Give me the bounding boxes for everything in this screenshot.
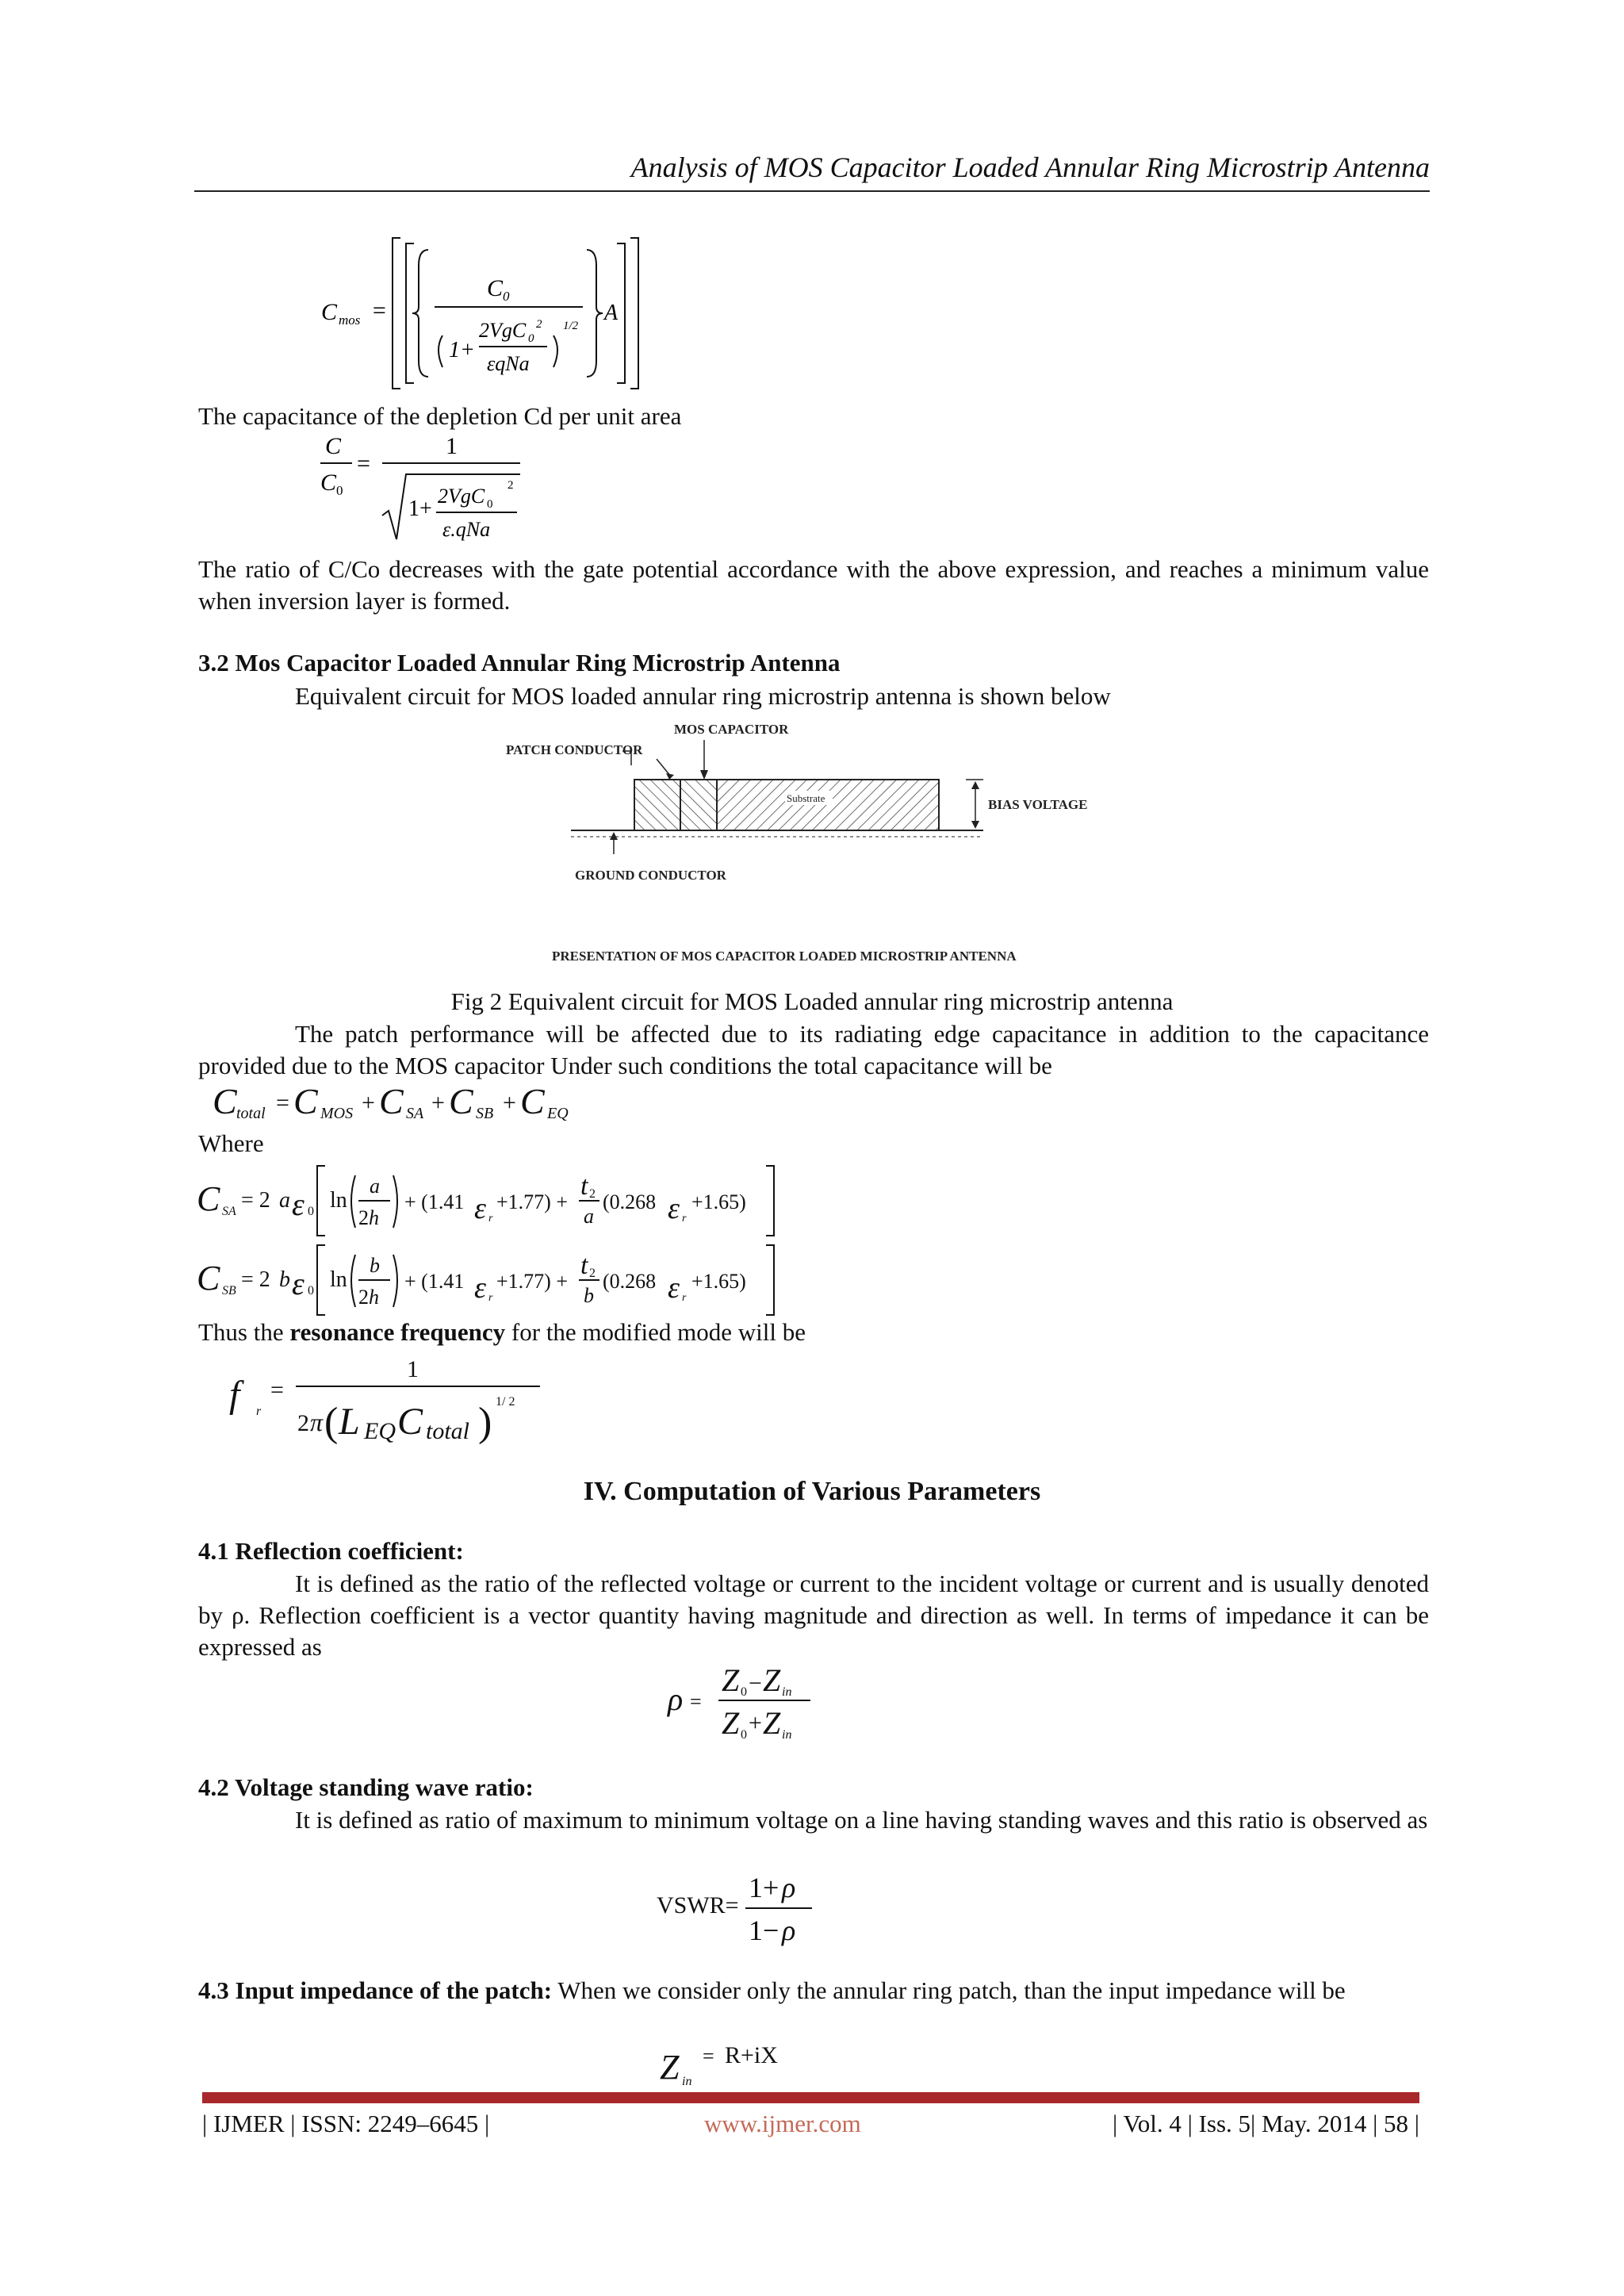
mos-antenna-diagram [476,718,1110,979]
section-3-2-intro: Equivalent circuit for MOS loaded annular ring microstrip antenna is shown below [295,682,1111,710]
svg-text:+1.77) +: +1.77) + [496,1270,568,1293]
footer-left: | IJMER | ISSN: 2249–6645 | [202,2110,490,2137]
svg-text:π: π [310,1408,324,1436]
svg-text:SA: SA [406,1105,424,1122]
svg-text:0: 0 [308,1205,314,1218]
equation-rho [666,1658,872,1745]
footer-website-link[interactable]: www.ijmer.com [704,2110,861,2137]
svg-text:C: C [197,1179,220,1218]
svg-text:total: total [236,1105,266,1122]
svg-text:Z: Z [722,1705,740,1741]
footer-right: | Vol. 4 | Iss. 5| May. 2014 | 58 | [1113,2110,1419,2137]
svg-text:2VgC: 2VgC [479,319,527,342]
section-4-3-body: When we consider only the annular ring patch, than the input impedance will be [552,1976,1346,2004]
svg-text:2: 2 [589,1267,596,1280]
svg-text:=: = [276,1090,289,1116]
svg-text:0: 0 [741,1685,747,1699]
svg-text:= 2: = 2 [241,1267,270,1292]
svg-text:r: r [488,1292,493,1304]
equation-vswr [655,1864,861,1951]
svg-text:1/ 2: 1/ 2 [496,1395,515,1409]
equation-ctotal [213,1079,768,1126]
svg-text:): ) [478,1400,492,1445]
svg-text:1+: 1+ [749,1872,779,1903]
paragraph-depletion: The capacitance of the depletion Cd per unit area [198,402,682,430]
svg-text:1+: 1+ [449,338,475,362]
section-iv-heading: IV. Computation of Various Parameters [583,1477,1041,1506]
svg-text:SB: SB [476,1105,494,1122]
svg-text:r: r [488,1213,493,1225]
section-4-1-body: It is defined as the ratio of the reflected voltage or current to the incident voltage or current and is usually denoted by ρ. Reflection coefficient is a vector quantity having magnitude and direction as well. In terms of impedance it can be expressed as [198,1570,1429,1661]
svg-text:ε: ε [668,1271,680,1305]
svg-text:0: 0 [336,483,343,498]
svg-text:+1.65): +1.65) [691,1190,746,1213]
section-3-2-heading: 3.2 Mos Capacitor Loaded Annular Ring Microstrip Antenna [198,649,841,677]
svg-text:b: b [370,1254,380,1277]
svg-text:0: 0 [503,289,510,304]
svg-text:EQ: EQ [364,1418,396,1444]
paragraph-ratio: The ratio of C/Co decreases with the gate potential accordance with the above expression, and reaches a minimum value when inversion layer is formed. [198,555,1429,615]
equation-fr-svg [226,1348,559,1451]
svg-text:+: + [749,1710,762,1736]
svg-text:C: C [320,470,337,496]
svg-text:r: r [682,1292,687,1304]
svg-text:+: + [503,1090,516,1116]
svg-text:C: C [487,275,504,301]
svg-text:Z: Z [763,1705,781,1741]
running-head: Analysis of MOS Capacitor Loaded Annular Ring Microstrip Antenna [630,151,1430,183]
svg-text:t: t [580,1171,588,1201]
svg-text:r: r [256,1405,262,1418]
svg-text:C: C [449,1081,473,1121]
svg-text:b: b [279,1267,290,1292]
footer-rule [202,2092,1419,2103]
svg-text:=: = [270,1377,284,1403]
equation-zin [658,2034,848,2090]
section-4-3 [198,1975,1429,2007]
section-4-2-heading: 4.2 Voltage standing wave ratio: [198,1773,534,1801]
svg-text:=: = [371,297,388,324]
equation-csb [197,1239,799,1318]
svg-text:=: = [703,2045,714,2068]
svg-text:=: = [690,1690,702,1713]
svg-text:total: total [426,1418,470,1444]
svg-text:a: a [370,1175,380,1198]
equation-csa-svg [197,1159,799,1239]
equation-ratio [317,428,555,547]
svg-text:in: in [782,1728,792,1742]
svg-text:2h: 2h [358,1286,379,1309]
svg-text:C: C [325,433,342,459]
svg-text:C: C [213,1081,237,1121]
equation-csb-svg [197,1239,799,1318]
svg-text:a: a [584,1205,594,1228]
svg-text:+1.77) +: +1.77) + [496,1190,568,1213]
equation-rho-svg [666,1658,872,1745]
svg-text:SB: SB [222,1284,236,1297]
svg-text:C: C [520,1081,545,1121]
svg-text:εqNa: εqNa [487,352,530,375]
paragraph-resonance [198,1317,1429,1348]
equation-vswr-svg [655,1864,861,1951]
svg-text:ln: ln [330,1267,347,1292]
svg-text:C: C [397,1401,423,1443]
svg-text:ε: ε [292,1186,304,1222]
svg-text:EQ: EQ [547,1105,569,1122]
svg-text:C: C [321,299,338,325]
svg-text:2: 2 [536,318,542,331]
svg-text:1: 1 [446,433,458,459]
svg-text:L: L [339,1401,360,1443]
svg-text:Z: Z [722,1662,740,1698]
svg-text:t: t [580,1251,588,1280]
svg-text:in: in [682,2075,692,2088]
svg-text:A: A [604,301,619,325]
svg-text:mos: mos [339,312,361,328]
svg-text:+ (1.41: + (1.41 [404,1190,465,1213]
svg-text:in: in [782,1685,792,1699]
svg-text:0: 0 [741,1728,747,1742]
svg-text:+: + [431,1090,445,1116]
svg-text:(0.268: (0.268 [603,1270,657,1293]
paragraph-patch: The patch performance will be affected due to its radiating edge capacitance in addition to the capacitance provided due to the MOS capacitor Under such conditions the total capacitance will be [198,1020,1429,1079]
equation-fr [226,1348,559,1451]
svg-text:+ (1.41: + (1.41 [404,1270,465,1293]
header-rule [194,190,1430,192]
svg-text:2VgC: 2VgC [438,485,485,508]
svg-text:a: a [279,1188,290,1213]
svg-text:+: + [362,1090,375,1116]
equation-ratio-svg [317,428,555,547]
resonance-before: Thus the [198,1318,290,1346]
svg-text:1−: 1− [749,1915,779,1946]
svg-text:R+iX: R+iX [725,2042,778,2068]
svg-text:b: b [584,1284,594,1307]
svg-text:ρ: ρ [668,1681,684,1717]
equation-zin-svg [658,2034,848,2090]
svg-text:ln: ln [330,1188,347,1213]
equation-csa [197,1159,799,1239]
equation-ctotal-svg [213,1079,768,1126]
svg-text:f: f [229,1374,240,1416]
svg-text:1/2: 1/2 [563,320,579,332]
svg-text:Z: Z [763,1662,781,1698]
svg-text:1: 1 [407,1356,419,1382]
svg-text:= 2: = 2 [241,1188,270,1213]
section-4-3-heading: 4.3 Input impedance of the patch: [198,1976,553,2004]
figure-caption: Fig 2 Equivalent circuit for MOS Loaded annular ring microstrip antenna [450,987,1174,1015]
label-substrate: Substrate [787,792,825,804]
svg-text:C: C [379,1081,404,1121]
svg-text:(: ( [324,1400,339,1445]
svg-text:2: 2 [297,1410,309,1436]
svg-text:C: C [197,1259,220,1297]
svg-text:2: 2 [508,479,514,492]
label-presentation: PRESENTATION OF MOS CAPACITOR LOADED MICROSTRIP ANTENNA [552,949,1017,964]
label-mos-capacitor: MOS CAPACITOR [674,722,789,737]
equation-cmos [317,234,650,393]
label-bias-voltage: BIAS VOLTAGE [988,797,1088,812]
label-ground-conductor: GROUND CONDUCTOR [575,868,726,883]
svg-text:−: − [749,1670,762,1696]
svg-text:ρ: ρ [782,1915,796,1946]
svg-text:ε: ε [668,1192,680,1225]
where-label: Where [198,1129,264,1157]
section-4-1-heading: 4.1 Reflection coefficient: [198,1537,464,1565]
resonance-after: for the modified mode will be [505,1318,806,1346]
svg-text:ε: ε [474,1192,486,1225]
svg-text:0: 0 [308,1284,314,1297]
svg-text:r: r [682,1213,687,1225]
svg-text:ε: ε [474,1271,486,1305]
section-4-2-body: It is defined as ratio of maximum to minimum voltage on a line having standing waves and this ratio is observed as [295,1806,1428,1834]
label-patch-conductor: PATCH CONDUCTOR [506,742,643,757]
svg-text:(0.268: (0.268 [603,1190,657,1213]
svg-text:Z: Z [660,2048,680,2087]
svg-text:=: = [357,450,370,477]
svg-text:SA: SA [222,1205,236,1218]
svg-text:VSWR=: VSWR= [657,1892,739,1918]
svg-text:2: 2 [589,1187,596,1201]
svg-text:0: 0 [487,498,493,511]
svg-text:ρ: ρ [782,1872,796,1903]
svg-text:ε.qNa: ε.qNa [442,518,491,541]
svg-text:ε: ε [292,1266,304,1301]
svg-text:0: 0 [528,332,534,345]
equation-cmos-svg [317,234,650,393]
svg-text:2h: 2h [358,1206,379,1229]
svg-text:MOS: MOS [320,1105,354,1122]
svg-text:+1.65): +1.65) [691,1270,746,1293]
resonance-bold: resonance frequency [289,1318,506,1346]
svg-text:C: C [293,1081,318,1121]
svg-text:1+: 1+ [408,496,432,521]
